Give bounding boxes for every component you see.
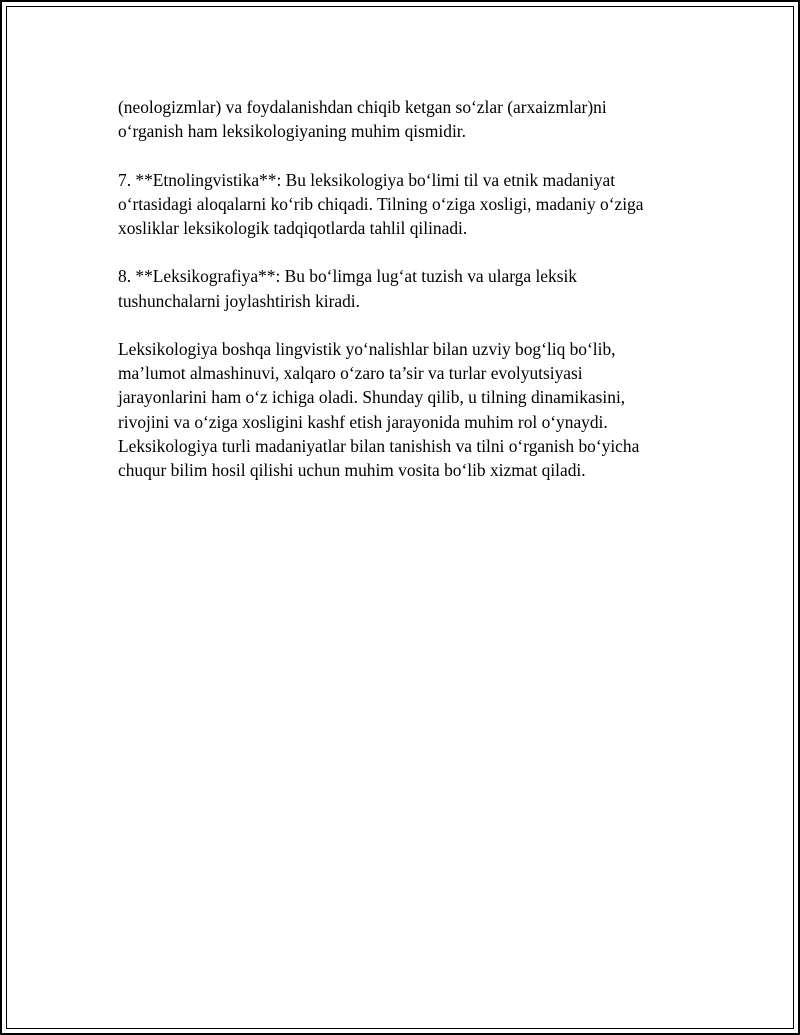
text-line: ma’lumot almashinuvi, xalqaro o‘zaro ta’sir va turlar evolyutsiyasi <box>118 363 583 384</box>
text-line: 7. **Etnolingvistika**: Bu leksikologiya bo‘limi til va etnik madaniyat <box>118 169 616 190</box>
document-body <box>118 95 698 506</box>
paragraph-lexicography <box>118 264 698 312</box>
text-line: Leksikologiya turli madaniyatlar bilan tanishish va tilni o‘rganish bo‘yicha <box>118 435 640 456</box>
text-line: Leksikologiya boshqa lingvistik yo‘nalishlar bilan uzviy bog‘liq bo‘lib, <box>118 338 616 359</box>
text-line: chuqur bilim hosil qilishi uchun muhim vosita bo‘lib xizmat qiladi. <box>118 460 586 480</box>
text-line: (neologizmlar) va foydalanishdan chiqib ketgan so‘zlar (arxaizmlar)ni <box>118 97 607 117</box>
text-line: tushunchalarni joylashtirish kiradi. <box>118 290 360 311</box>
text-line: 8. **Leksikografiya**: Bu bo‘limga lug‘at tuzish va ularga leksik <box>118 266 577 287</box>
paragraph-ethnolinguistics <box>118 168 698 241</box>
text-line: xosliklar leksikologik tadqiqotlarda tahlil qilinadi. <box>118 218 468 238</box>
text-line: o‘rganish ham leksikologiyaning muhim qismidir. <box>118 121 466 142</box>
paragraph-archaisms <box>118 95 698 143</box>
text-line: rivojini va o‘ziga xosligini kashf etish jarayonida muhim rol o‘ynaydi. <box>118 411 608 432</box>
text-line: jarayonlarini ham o‘z ichiga oladi. Shunday qilib, u tilning dinamikasini, <box>118 387 626 408</box>
text-line: o‘rtasidagi aloqalarni ko‘rib chiqadi. Tilning o‘ziga xosligi, madaniy o‘ziga <box>118 193 644 214</box>
paragraph-conclusion <box>118 337 698 482</box>
